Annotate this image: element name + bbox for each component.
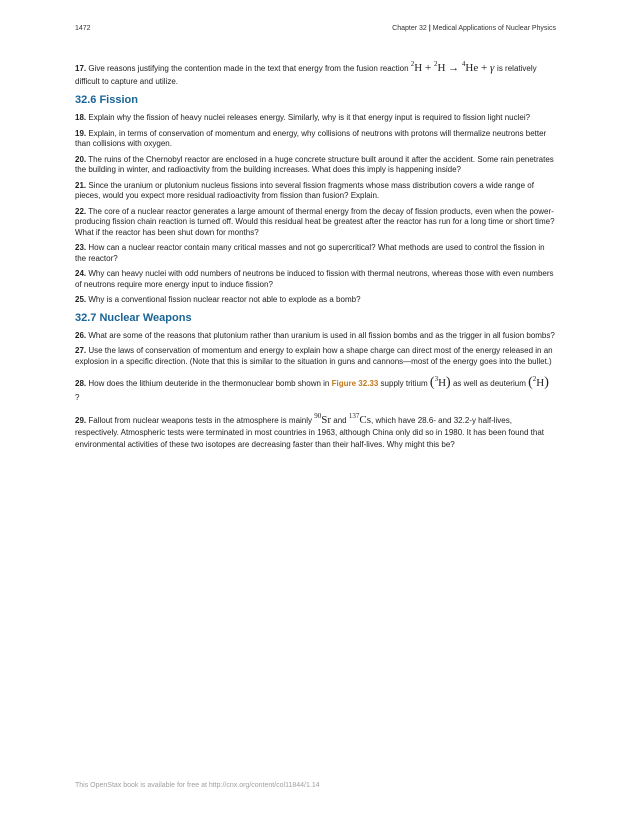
question-text: The core of a nuclear reactor generates a large amount of thermal energy from the decay of fission products, even when the power-producing fission chain reaction is turned off. Would this residual heat be greatest after the reactor has run for a long time or short time? What if the reactor has been shut down for months? [75,206,555,237]
question-number: 25. [75,295,87,304]
question-number: 20. [75,154,87,164]
question-22 [75,207,555,239]
conjunction: and [333,416,347,425]
gamma-symbol: γ [489,62,495,74]
reaction-arrow: → [448,62,460,74]
question-text: Give reasons justifying the contention made in the text that energy from the fusion reaction [88,64,409,73]
mass-number: 137 [348,412,360,420]
question-19 [75,129,555,150]
question-text: Explain why the fission of heavy nuclei releases energy. Similarly, why is it that energy input is required to fission light nuclei? [88,113,531,122]
element-symbol: H [414,62,423,74]
mass-number: 2 [410,60,415,68]
question-number: 27. [75,346,87,355]
question-text: How can a nuclear reactor contain many critical masses and not go supercritical? What methods are used to control the fission in the reactor? [75,243,545,263]
question-text: Why can heavy nuclei with odd numbers of neutrons be induced to fission with thermal neutrons, whereas those with even numbers of neutrons require more energy input to induce fission? [75,269,554,289]
question-number: 22. [75,206,87,216]
figure-link[interactable]: Figure 32.33 [331,379,379,388]
question-text: How does the lithium deuteride in the thermonuclear bomb shown in [88,379,330,388]
element-symbol: Cs [359,414,371,426]
question-29 [75,410,555,451]
element-symbol: Sr [321,414,332,426]
question-number: 28. [75,379,87,388]
question-27 [75,346,555,367]
plus-sign: + [480,62,488,74]
question-17 [75,58,555,88]
mass-number: 2 [532,375,537,383]
question-26 [75,331,555,342]
question-text: The ruins of the Chernobyl reactor are enclosed in a huge concrete structure built around it after the accident. Some rain penetrates the building in winter, and radioactivity from the building increases. What does this imply is happening inside? [75,154,554,174]
element-symbol: H [438,377,447,389]
question-text: Use the laws of conservation of momentum and energy to explain how a shape charge can direct most of the energy released in an explosion in a specific direction. (Note that this is similar to the situation in guns and cannons—most of the energy goes into the bullet.) [75,346,553,366]
mass-number: 2 [433,60,438,68]
deuterium-notation: ($^2$H) [528,375,549,390]
question-21 [75,181,555,202]
question-28 [75,372,555,405]
page-header [75,25,556,32]
element-symbol: He [465,62,479,74]
mass-number: 90 [314,412,322,420]
question-number: 17. [75,64,87,73]
chapter-title: Medical Applications of Nuclear Physics [432,25,556,32]
question-text-mid: supply tritium [380,379,428,388]
question-text-continued: is relatively difficult to capture and utilize. [75,64,537,86]
question-23 [75,243,555,264]
question-number: 29. [75,416,87,425]
fusion-equation [411,62,497,74]
section-heading-nuclear-weapons: 32.7 Nuclear Weapons [75,311,192,324]
header-separator: | [428,25,431,32]
chapter-prefix: Chapter 32 [392,25,427,32]
strontium-notation [314,414,331,426]
question-number: 19. [75,128,87,138]
question-text: Explain, in terms of conservation of momentum and energy, why collisions of neutrons with protons will thermalize neutrons better than collisions with oxygen. [75,128,547,148]
question-text: Fallout from nuclear weapons tests in the atmosphere is mainly [88,416,313,425]
element-symbol: H [536,377,545,389]
element-symbol: H [437,62,446,74]
tritium-notation: ($^3$H) [429,375,451,390]
mass-number: 4 [461,60,466,68]
page-footer: This OpenStax book is available for free at http://cnx.org/content/col11844/1.14 [75,782,320,789]
cesium-notation [349,414,371,426]
question-number: 26. [75,330,87,340]
question-text: What are some of the reasons that plutonium rather than uranium is used in all fission bombs and as the trigger in all fusion bombs? [88,330,555,340]
question-20 [75,155,555,176]
section-heading-fission: 32.6 Fission [75,94,138,106]
question-number: 23. [75,243,87,252]
question-number: 21. [75,180,87,190]
question-text: Why is a conventional fission nuclear reactor not able to explode as a bomb? [88,295,361,304]
question-text-mid2: as well as deuterium [452,379,526,388]
question-number: 18. [75,113,87,122]
running-head [392,25,556,32]
question-number: 24. [75,269,87,278]
question-text-end: ? [75,393,80,402]
mass-number: 3 [434,375,439,383]
question-24 [75,269,555,290]
question-text-continued: , which have 28.6- and 32.2-y half-lives, respectively. Atmospheric tests were terminated in most countries in 1963, although China only did so in 1980. It has been found that environmental activities of these two isotopes are decreasing faster than their half-lives. Why might this be? [75,416,545,449]
page-number: 1472 [75,25,91,32]
question-text: Since the uranium or plutonium nucleus fissions into several fission fragments whose mass distribution covers a wide range of pieces, would you expect more residual radioactivity from fission than fusion? Explain. [75,180,534,200]
question-18 [75,113,555,124]
plus-sign: + [424,62,432,74]
question-25 [75,295,555,306]
problem-list [75,58,555,456]
